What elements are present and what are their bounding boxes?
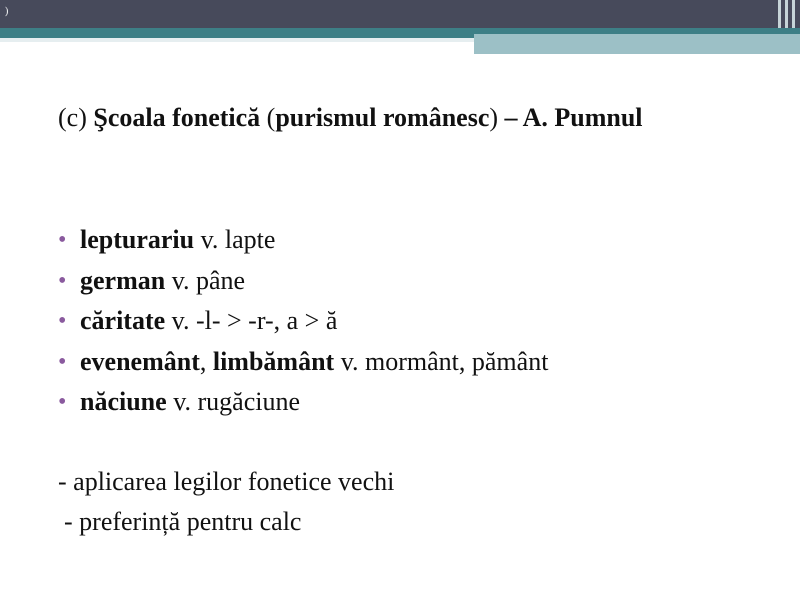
slide-title: [58, 100, 720, 136]
bullet-icon: •: [58, 308, 67, 334]
example-word-second: limbământ: [212, 346, 335, 376]
title-prefix: (c): [58, 103, 94, 132]
example-separator: ,: [199, 346, 213, 376]
example-comparison: v. -l- > -r-, a > ă: [165, 306, 338, 335]
example-comparison: v. lapte: [194, 225, 276, 254]
top-header-bar: [0, 0, 800, 28]
example-comparison: v. rugăciune: [166, 387, 301, 416]
note-phonetic-laws: - aplicarea legilor fonetice vechi: [58, 467, 395, 496]
list-item: [58, 382, 548, 423]
title-close-paren: ): [489, 103, 499, 132]
example-word: năciune: [80, 387, 167, 416]
title-open-paren: (: [260, 103, 276, 132]
bullet-icon: •: [58, 389, 67, 415]
bullet-icon: •: [58, 267, 67, 294]
list-item: [58, 261, 548, 302]
title-school: Şcoala fonetică: [93, 103, 261, 132]
note-calque-preference: - preferință pentru calc: [64, 507, 302, 536]
example-word: lepturariu: [80, 225, 195, 254]
bullet-icon: •: [58, 348, 67, 375]
example-word: evenemânt: [80, 346, 200, 376]
title-author: – A. Pumnul: [498, 103, 643, 132]
title-movement: purismul românesc: [275, 103, 490, 132]
list-item: [58, 301, 548, 342]
example-word: căritate: [80, 306, 166, 335]
header-accent-block: [474, 34, 800, 54]
header-stripes: [776, 0, 800, 28]
list-item: [58, 342, 548, 383]
bullet-icon: •: [58, 227, 67, 253]
example-comparison: v. mormânt, pământ: [334, 346, 549, 376]
example-word: german: [80, 265, 166, 295]
corner-mark: ): [5, 6, 9, 17]
example-comparison: v. pâne: [165, 265, 246, 295]
list-item: [58, 220, 548, 261]
example-list: [58, 220, 548, 423]
